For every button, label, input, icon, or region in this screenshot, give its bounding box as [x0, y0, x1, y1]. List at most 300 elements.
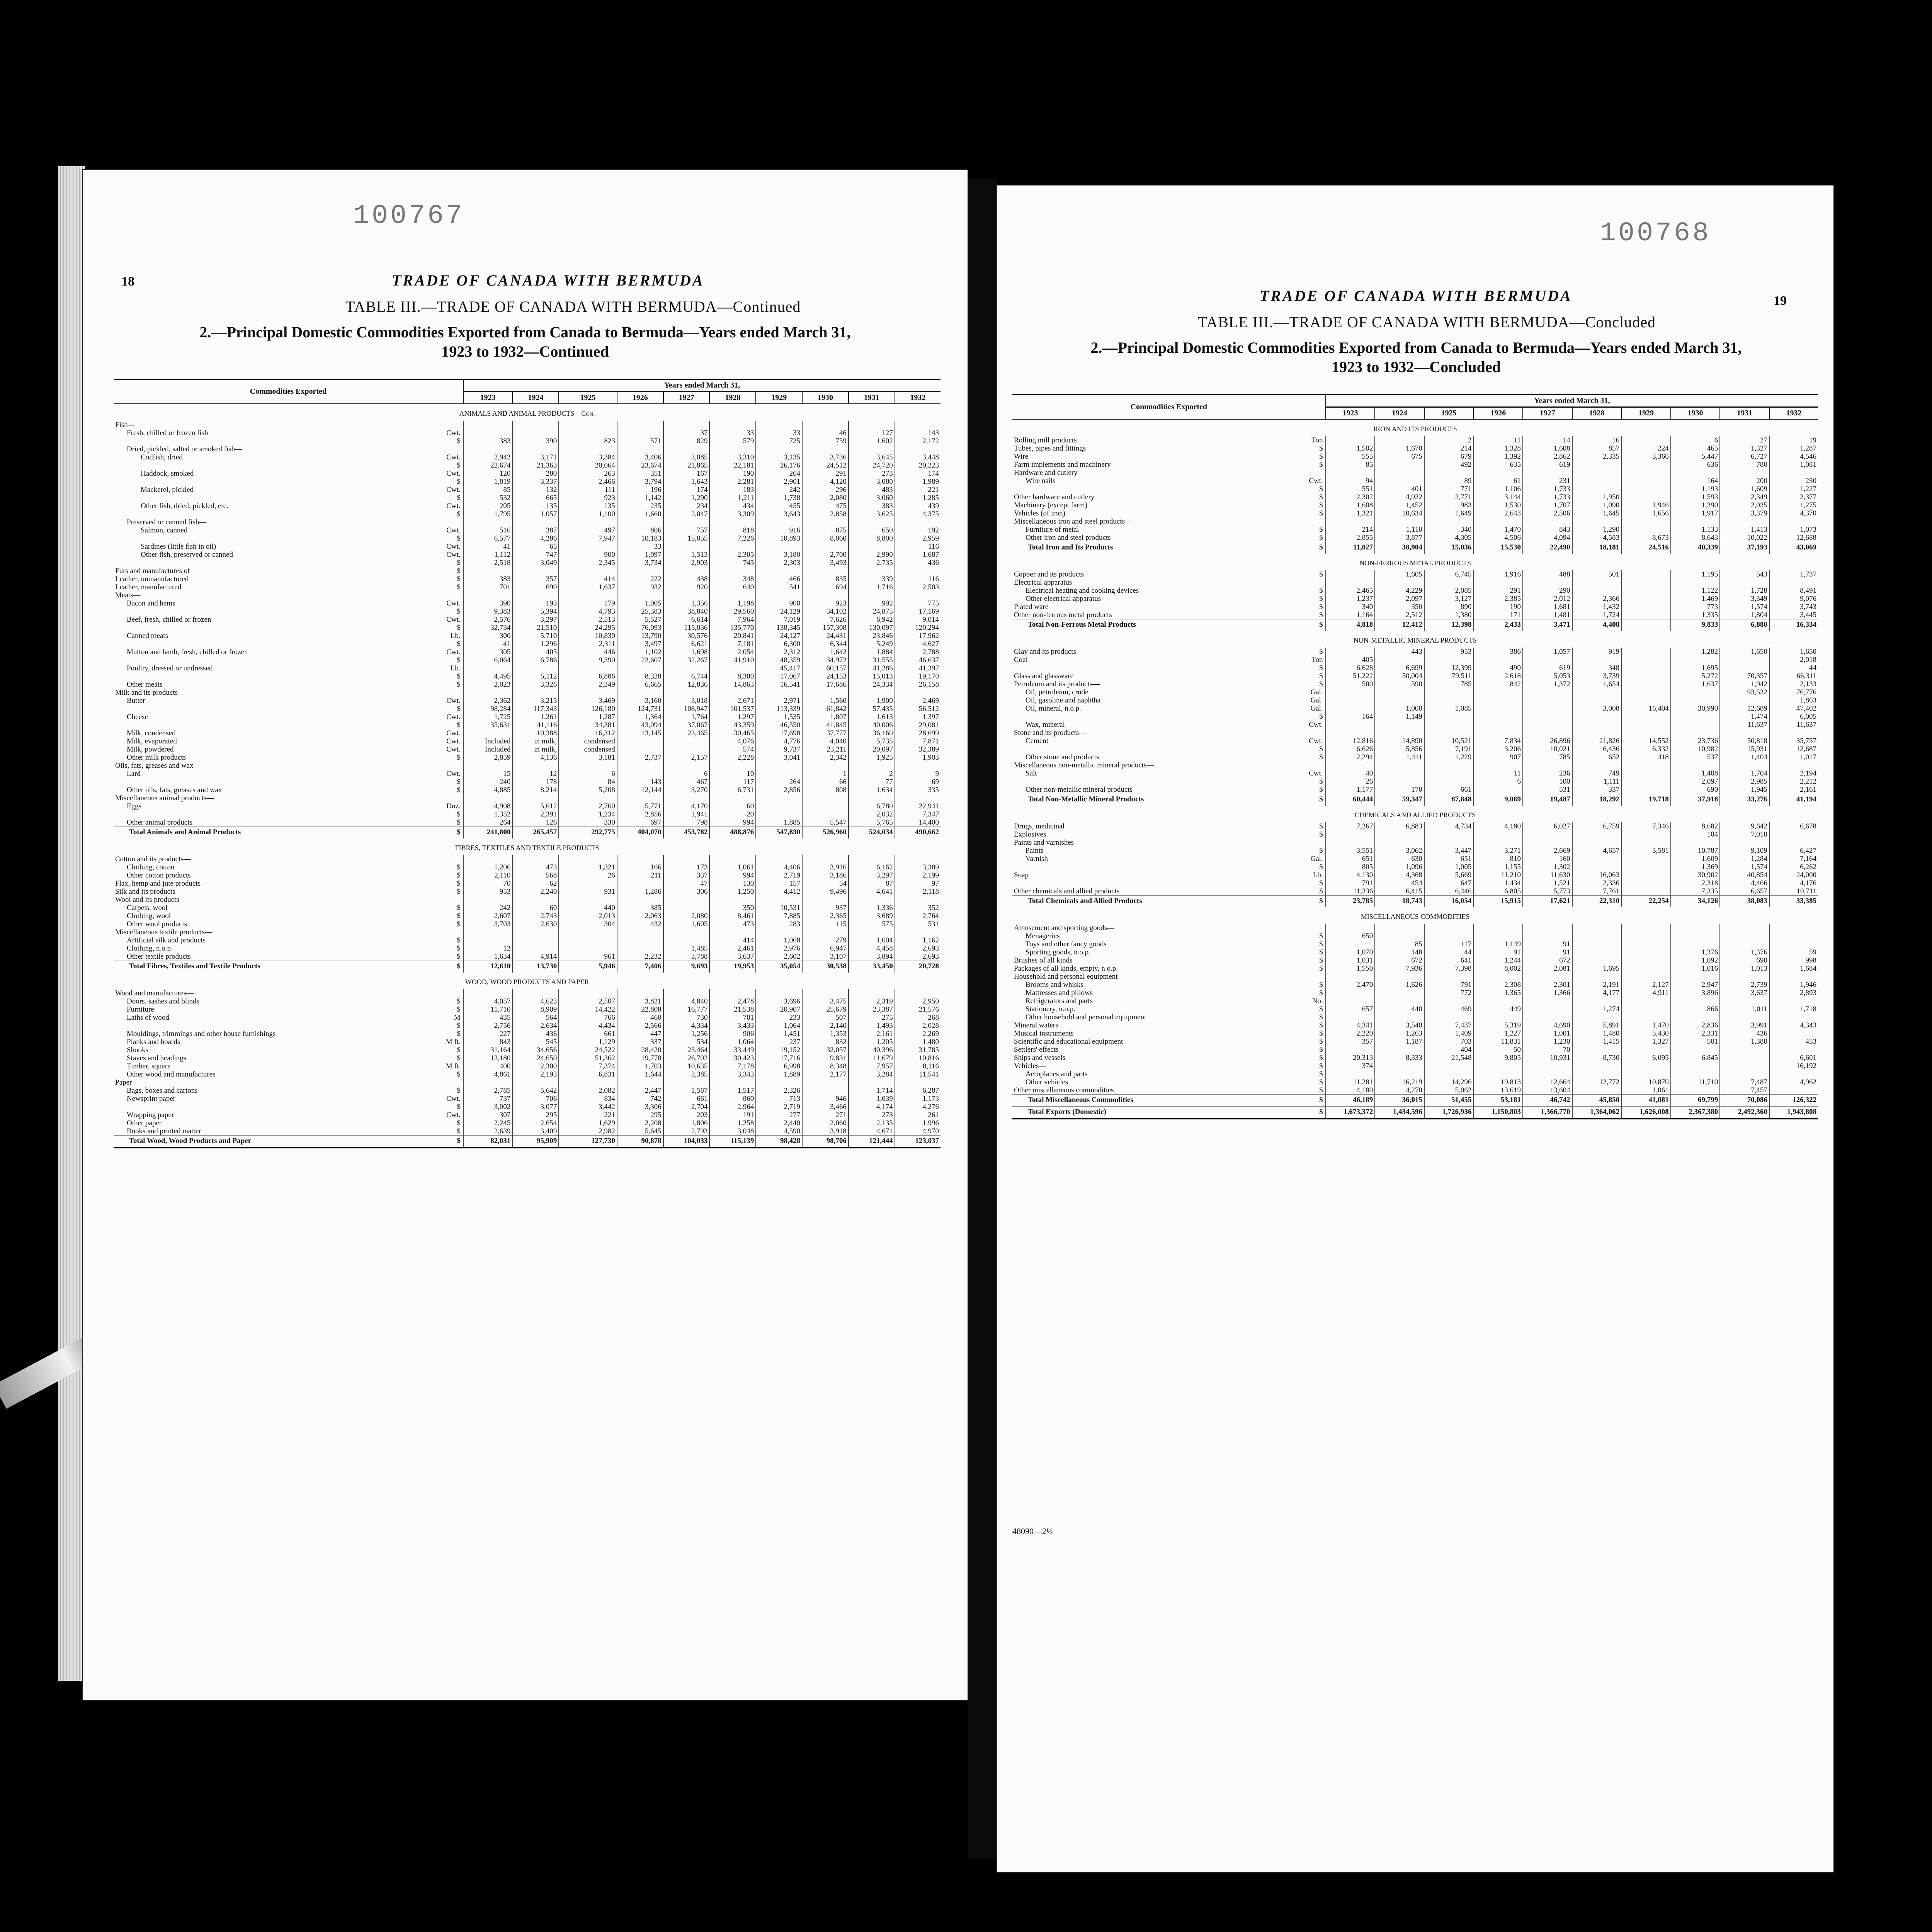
unit-cell: $	[457, 640, 461, 648]
section-heading-row	[1012, 907, 1818, 924]
value-cell: 183	[709, 486, 756, 494]
table-row	[1012, 704, 1818, 713]
value-cell: 34,972	[802, 656, 849, 664]
value-cell	[1523, 830, 1572, 838]
value-cell: 6,446	[1424, 887, 1474, 896]
value-cell: 2,012	[1523, 595, 1572, 603]
value-cell: 10,634	[1375, 509, 1424, 517]
value-cell: 3,469	[559, 697, 617, 705]
unit-cell: Cwt.	[1309, 769, 1323, 777]
value-cell	[756, 689, 802, 697]
value-cell: 983	[1424, 501, 1474, 509]
value-cell	[709, 689, 756, 697]
value-cell: 1,227	[1769, 485, 1818, 493]
value-cell	[1326, 1013, 1375, 1021]
unit-cell: $	[1319, 956, 1323, 964]
value-cell: 737	[463, 1095, 513, 1103]
value-cell: 466	[756, 575, 802, 583]
value-cell: 6,745	[1424, 570, 1474, 578]
value-cell: 1,733	[1523, 485, 1572, 493]
value-cell	[1671, 469, 1720, 477]
commodity-name: Miscellaneous non-metallic mineral products—	[1014, 761, 1154, 769]
value-cell	[1572, 656, 1622, 664]
value-cell	[709, 421, 756, 429]
value-cell: 6,780	[849, 802, 895, 810]
table-row	[114, 810, 940, 818]
value-cell	[1621, 436, 1671, 444]
value-cell: 130,097	[849, 624, 895, 632]
value-cell: 37	[663, 429, 710, 437]
value-cell	[463, 421, 513, 429]
value-cell: 4,076	[709, 737, 756, 745]
commodity-name: Coal	[1014, 656, 1028, 664]
value-cell: 91	[1523, 948, 1572, 956]
table-row	[114, 1030, 940, 1038]
value-cell	[1523, 713, 1572, 721]
value-cell	[1375, 1070, 1424, 1078]
table-header-row	[1012, 395, 1818, 407]
value-cell: 60	[709, 802, 756, 810]
commodity-name: Other paper	[127, 1119, 162, 1127]
value-cell	[463, 794, 513, 802]
value-cell: 3,181	[559, 753, 617, 762]
value-cell: 1,411	[1375, 753, 1424, 761]
value-cell: 2,859	[463, 753, 513, 762]
value-cell: 200	[1720, 477, 1769, 485]
commodity-name: Milk, condensed	[127, 729, 176, 737]
table-row	[114, 453, 940, 461]
value-cell: 3,739	[1572, 672, 1622, 680]
value-cell: 2,318	[1671, 879, 1720, 887]
value-cell	[1326, 704, 1375, 713]
value-cell: 1,673,372	[1326, 1107, 1375, 1119]
unit-cell	[1301, 761, 1326, 769]
value-cell: 834	[559, 1095, 617, 1103]
commodity-name: Varnish	[1026, 855, 1048, 863]
value-cell: 2,365	[802, 912, 849, 920]
value-cell: 1,085	[1424, 704, 1474, 713]
value-cell: 4,412	[756, 888, 802, 896]
value-cell: 60,157	[802, 664, 849, 672]
value-cell: 1,645	[1572, 509, 1622, 517]
value-cell: 47,402	[1769, 704, 1818, 713]
commodity-name: Electrical apparatus—	[1014, 578, 1080, 587]
value-cell: 98,428	[756, 1136, 802, 1148]
value-cell: 7,398	[1424, 964, 1474, 973]
value-cell: 2,082	[559, 1087, 617, 1095]
value-cell: in milk,	[512, 737, 559, 745]
value-cell: 923	[802, 599, 849, 607]
value-cell	[1326, 578, 1375, 587]
value-cell: 5,710	[512, 632, 559, 640]
value-cell: 1,644	[617, 1070, 663, 1078]
value-cell	[1572, 469, 1622, 477]
table-row	[1012, 879, 1818, 887]
value-cell	[802, 567, 849, 575]
value-cell	[1769, 729, 1818, 737]
value-cell	[559, 429, 617, 437]
value-cell: 2,240	[512, 888, 559, 896]
value-cell: 23,846	[849, 632, 895, 640]
value-cell: 31,785	[895, 1046, 940, 1054]
value-cell	[512, 896, 559, 904]
value-cell: 111	[559, 486, 617, 494]
unit-cell: $	[1319, 534, 1323, 542]
value-cell: 435	[463, 1014, 513, 1022]
value-cell: 4,276	[895, 1103, 940, 1111]
value-cell	[663, 543, 710, 551]
commodity-name: Other miscellaneous commodities	[1014, 1086, 1114, 1094]
value-cell: 3,916	[802, 863, 849, 871]
value-cell	[617, 794, 663, 802]
value-cell: 1,574	[1720, 603, 1769, 611]
value-cell: 6,626	[1326, 745, 1375, 753]
value-cell	[1769, 1070, 1818, 1078]
value-cell: 20,313	[1326, 1054, 1375, 1062]
value-cell: 37,067	[663, 721, 710, 729]
value-cell	[512, 429, 559, 437]
value-cell	[1326, 989, 1375, 997]
value-cell: 31,164	[463, 1046, 513, 1054]
value-cell: 95,909	[512, 1136, 559, 1148]
value-cell: 2,466	[559, 478, 617, 486]
commodity-name: Total Animals and Animal Products	[114, 827, 439, 839]
value-cell: 3,297	[849, 871, 895, 879]
unit-cell: $	[457, 944, 461, 952]
table-row	[1012, 721, 1818, 729]
value-cell: 14,296	[1424, 1078, 1474, 1086]
running-head: TRADE OF CANADA WITH BERMUDA	[392, 272, 704, 289]
value-cell	[1720, 1062, 1769, 1070]
value-cell: 70,086	[1720, 1095, 1769, 1107]
value-cell	[1523, 688, 1572, 696]
value-cell: 937	[802, 904, 849, 912]
table-row	[114, 1103, 940, 1111]
value-cell: 296	[802, 486, 849, 494]
value-cell: 357	[1326, 1037, 1375, 1046]
value-cell	[512, 855, 559, 863]
table-row	[114, 737, 940, 745]
value-cell: 390	[463, 599, 513, 607]
table-row	[114, 1054, 940, 1062]
value-cell: 2	[849, 770, 895, 778]
table-row	[1012, 997, 1818, 1005]
value-cell	[1621, 721, 1671, 729]
value-cell: 9	[895, 770, 940, 778]
value-cell	[849, 689, 895, 697]
table-row	[114, 469, 940, 478]
unit-cell: $	[457, 920, 461, 928]
unit-cell	[439, 896, 463, 904]
section-heading-row	[114, 838, 940, 855]
unit-cell: Cwt.	[1309, 737, 1323, 745]
value-cell: 842	[1473, 680, 1523, 688]
book-spine	[968, 178, 997, 1859]
value-cell: 190	[709, 469, 756, 478]
value-cell: 2,326	[756, 1087, 802, 1095]
value-cell: 2,054	[709, 648, 756, 656]
unit-cell	[439, 794, 463, 802]
value-cell	[663, 936, 710, 944]
table-row	[1012, 855, 1818, 863]
table-row	[1012, 737, 1818, 745]
value-cell: 2,764	[895, 912, 940, 920]
value-cell: 192	[895, 526, 940, 534]
unit-cell: $	[457, 680, 461, 689]
commodity-name: Rolling mill products	[1014, 436, 1077, 444]
value-cell: 44	[1424, 948, 1474, 956]
value-cell: 1,177	[1326, 786, 1375, 794]
unit-cell: $	[1319, 1086, 1323, 1094]
value-cell: 3,127	[1424, 595, 1474, 603]
value-cell: 7,347	[895, 810, 940, 818]
value-cell: 1,261	[512, 713, 559, 721]
unit-cell: $	[1319, 680, 1323, 688]
value-cell: 1,474	[1720, 713, 1769, 721]
value-cell: 1,282	[1671, 648, 1720, 656]
table-row	[114, 1127, 940, 1136]
value-cell: 12,687	[1769, 745, 1818, 753]
value-cell: 157	[756, 879, 802, 888]
unit-cell: Cwt.	[1309, 721, 1323, 729]
value-cell: 24,875	[849, 607, 895, 616]
value-cell: 1,206	[463, 863, 513, 871]
unit-cell: $	[1319, 777, 1323, 786]
value-cell	[709, 989, 756, 997]
value-cell: 34,126	[1671, 896, 1720, 908]
value-cell: 590	[1375, 680, 1424, 688]
value-cell: 26,158	[895, 680, 940, 689]
value-cell: 1,608	[1326, 501, 1375, 509]
value-cell	[802, 989, 849, 997]
commodity-name: Mackerel, pickled	[141, 486, 194, 494]
value-cell: 14,552	[1621, 737, 1671, 745]
value-cell: 6,614	[663, 616, 710, 624]
value-cell: 771	[1424, 485, 1474, 493]
value-cell	[512, 762, 559, 770]
value-cell: 167	[663, 469, 710, 478]
value-cell: 10,183	[617, 534, 663, 543]
value-cell: 1,738	[756, 494, 802, 502]
value-cell: 4,861	[463, 1070, 513, 1078]
value-cell: 3,002	[463, 1103, 513, 1111]
value-cell: 4,286	[512, 534, 559, 543]
value-cell: 12,399	[1424, 664, 1474, 672]
value-cell: 1,470	[1473, 526, 1523, 534]
value-cell: 1,335	[1671, 611, 1720, 619]
commodity-name: Wax, mineral	[1026, 721, 1065, 729]
value-cell: 703	[1424, 1037, 1474, 1046]
value-cell: 3,085	[663, 453, 710, 461]
unit-cell	[439, 518, 463, 526]
value-cell: 8,214	[512, 786, 559, 794]
value-cell: 541	[756, 583, 802, 591]
table-row	[114, 1119, 940, 1127]
value-cell: 3,171	[512, 453, 559, 461]
year-header: 1924	[1375, 407, 1424, 420]
value-cell: 3,008	[1572, 704, 1622, 713]
value-cell: 3,551	[1326, 847, 1375, 855]
value-cell: 242	[756, 486, 802, 494]
value-cell	[1375, 721, 1424, 729]
value-cell: 12,610	[463, 961, 513, 973]
value-cell: 2,693	[895, 944, 940, 952]
value-cell: 41	[463, 640, 513, 648]
commodity-name: Vehicles (of iron)	[1014, 509, 1065, 517]
value-cell	[463, 1078, 513, 1087]
value-cell	[1523, 578, 1572, 587]
total-row	[1012, 1095, 1818, 1107]
table-row	[114, 705, 940, 713]
value-cell: 41,397	[895, 664, 940, 672]
value-cell	[1424, 761, 1474, 769]
value-cell: 1,193	[1671, 485, 1720, 493]
unit-cell: $	[1319, 1046, 1323, 1054]
value-cell: 11,679	[849, 1054, 895, 1062]
table-row	[114, 421, 940, 429]
commodity-name: Clothing, n.o.p.	[127, 944, 173, 952]
unit-cell: $	[457, 705, 461, 713]
unit-cell: $	[1319, 1054, 1323, 1062]
commodity-name: Wire nails	[1026, 477, 1056, 485]
table-row	[114, 888, 940, 896]
value-cell: 1,380	[1424, 611, 1474, 619]
value-cell: 3,540	[1375, 1021, 1424, 1029]
total-row	[1012, 542, 1818, 554]
value-cell: 2,194	[1769, 769, 1818, 777]
value-cell: 1,142	[617, 494, 663, 502]
table-row	[1012, 1086, 1818, 1095]
value-cell	[1473, 1062, 1523, 1070]
value-cell: 7,335	[1671, 887, 1720, 896]
value-cell: 10,635	[663, 1062, 710, 1070]
value-cell: 29,081	[895, 721, 940, 729]
value-cell	[1326, 997, 1375, 1005]
value-cell	[1523, 973, 1572, 981]
value-cell	[559, 445, 617, 453]
value-cell: 1,480	[1572, 1029, 1622, 1037]
value-cell: 3,343	[709, 1070, 756, 1078]
value-cell: 4,671	[849, 1127, 895, 1136]
value-cell	[1621, 664, 1671, 672]
value-cell: 4,962	[1769, 1078, 1818, 1086]
value-cell: 135	[559, 502, 617, 510]
section-heading-row	[1012, 806, 1818, 822]
commodity-name: Meats—	[115, 591, 141, 599]
value-cell	[512, 1078, 559, 1087]
value-cell: 534	[663, 1038, 710, 1046]
commodity-name: Refrigerators and parts	[1026, 997, 1093, 1005]
value-cell	[559, 896, 617, 904]
value-cell	[1326, 940, 1375, 948]
table-row	[114, 904, 940, 912]
value-cell: 1,650	[1769, 648, 1818, 656]
value-cell: 10,830	[559, 632, 617, 640]
value-cell: 69	[895, 778, 940, 786]
commodity-name: Flax, hemp and jute products	[115, 879, 201, 888]
value-cell	[709, 567, 756, 575]
unit-cell: $	[1319, 1013, 1323, 1021]
commodity-name: Planks and boards	[127, 1038, 180, 1046]
table-row	[114, 429, 940, 437]
value-cell	[1473, 721, 1523, 729]
value-cell: 2,331	[1671, 1029, 1720, 1037]
value-cell: 116	[895, 575, 940, 583]
table-subtitle-line1: 2.—Principal Domestic Commodities Exported from Canada to Bermuda—Years ended March 31,	[1090, 339, 1742, 356]
value-cell: 6,998	[756, 1062, 802, 1070]
value-cell: 21,538	[709, 1005, 756, 1014]
value-cell: 543	[1720, 570, 1769, 578]
value-cell: 340	[1326, 603, 1375, 611]
value-cell: 268	[895, 1014, 940, 1022]
value-cell: 8,116	[895, 1062, 940, 1070]
value-cell	[1523, 696, 1572, 704]
value-cell: 4,914	[512, 952, 559, 961]
value-cell: 1,560	[802, 697, 849, 705]
value-cell: 2,719	[756, 1103, 802, 1111]
table-row	[114, 989, 940, 997]
value-cell	[617, 429, 663, 437]
value-cell: 8,333	[1375, 1054, 1424, 1062]
table-row	[114, 1062, 940, 1070]
value-cell: 3,384	[559, 453, 617, 461]
commodity-name: Scientific and educational equipment	[1014, 1037, 1123, 1046]
value-cell	[1621, 973, 1671, 981]
value-cell	[709, 1078, 756, 1087]
commodity-name: Newsprint paper	[127, 1095, 176, 1103]
value-cell: 404,070	[617, 827, 663, 839]
commodity-name: Total Iron and Its Products	[1012, 542, 1301, 554]
year-header: 1929	[756, 392, 802, 404]
value-cell: 414	[559, 575, 617, 583]
commodity-name: Dried, pickled, salted or smoked fish—	[127, 445, 243, 453]
value-cell: 418	[1621, 753, 1671, 761]
value-cell: 51,222	[1326, 672, 1375, 680]
value-cell: 277	[756, 1111, 802, 1119]
commodity-name: Other wood and manufactures	[127, 1070, 216, 1078]
total-row	[1012, 896, 1818, 908]
value-cell: 70,357	[1720, 672, 1769, 680]
table-row	[114, 567, 940, 575]
value-cell: 290	[1523, 587, 1572, 595]
value-cell: 11,210	[1473, 871, 1523, 879]
value-cell: 1,106	[1473, 485, 1523, 493]
value-cell: 275	[849, 1014, 895, 1022]
unit-cell	[439, 855, 463, 863]
unit-cell: $	[1319, 501, 1323, 509]
value-cell: 3,309	[709, 510, 756, 518]
unit-cell	[439, 1078, 463, 1087]
value-cell: 488,876	[709, 827, 756, 839]
value-cell	[663, 445, 710, 453]
value-cell: 89	[1424, 477, 1474, 485]
value-cell	[1621, 924, 1671, 932]
value-cell: 5,765	[849, 818, 895, 827]
value-cell	[756, 762, 802, 770]
value-cell	[1621, 1013, 1671, 1021]
table-row	[114, 818, 940, 827]
value-cell: 1,574	[1720, 863, 1769, 871]
commodity-name	[1012, 863, 1301, 871]
value-cell: 40,854	[1720, 871, 1769, 879]
commodity-name: Oil, mineral, n.o.p.	[1026, 704, 1082, 713]
value-cell	[1523, 469, 1572, 477]
value-cell: 148	[1375, 948, 1424, 956]
value-cell: 7,834	[1473, 737, 1523, 745]
value-cell: 16,192	[1769, 1062, 1818, 1070]
value-cell	[895, 689, 940, 697]
value-cell: 488	[1523, 570, 1572, 578]
